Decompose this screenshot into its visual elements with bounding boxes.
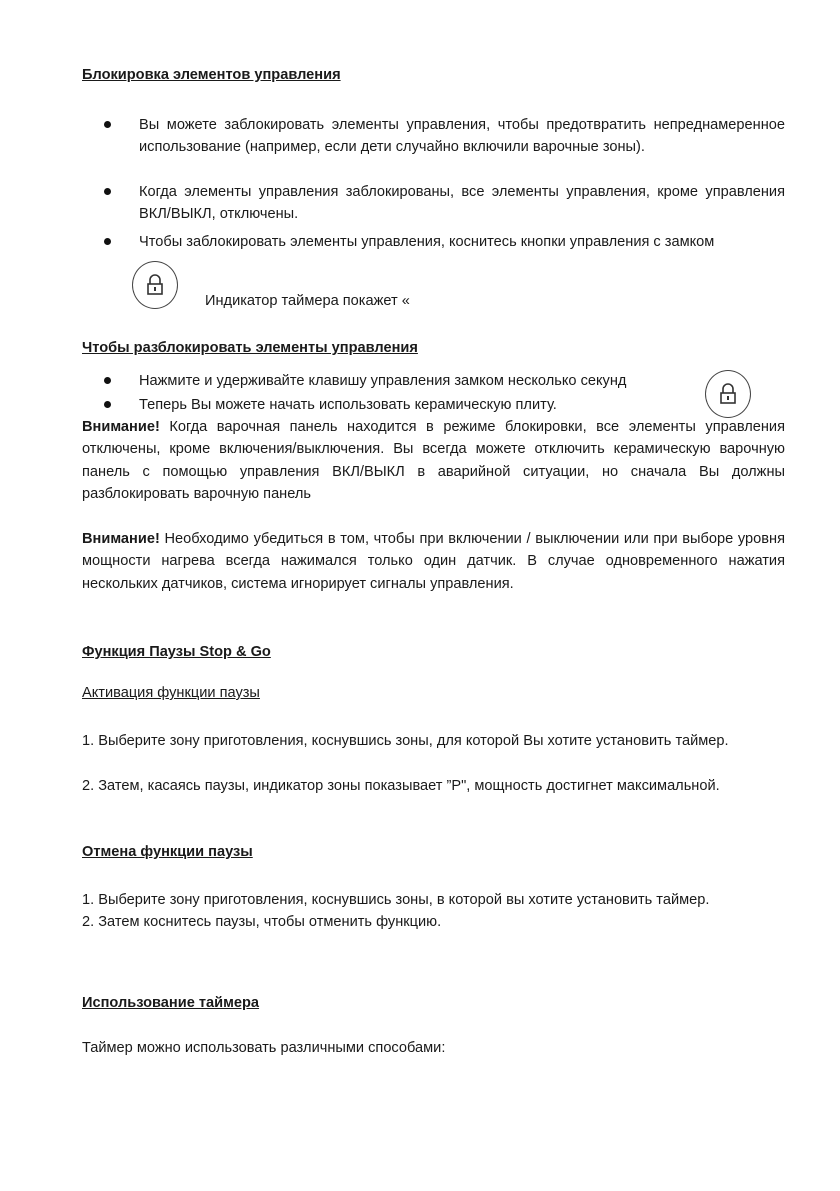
bullet-icon — [104, 121, 111, 128]
warning-text: Когда варочная панель находится в режиме блокировки, все элементы управления отключены, кроме включения/выключения. Вы всегда можете отключить керамическую варочную панель с помощью управления ВКЛ/ВЫКЛ в аварийной ситуации, но сначала Вы должны разблокировать варочную панель — [82, 419, 785, 502]
cancel-step-1: 1. Выберите зону приготовления, коснувшись зоны, в которой вы хотите установить таймер. — [82, 892, 710, 908]
timer-intro: Таймер можно использовать различными способами: — [82, 1040, 446, 1056]
heading-pause-cancel: Отмена функции паузы — [82, 844, 253, 860]
bullet-icon — [104, 377, 111, 384]
bullet-icon — [104, 238, 111, 245]
heading-timer-usage: Использование таймера — [82, 995, 260, 1011]
unlock-bullet-2: Теперь Вы можете начать использовать керамическую плиту. — [139, 397, 557, 413]
lock-icon — [132, 261, 178, 309]
warning-label: Внимание! — [82, 531, 160, 547]
bullet-icon — [104, 401, 111, 408]
warning-label: Внимание! — [82, 419, 160, 435]
heading-unlock-controls: Чтобы разблокировать элементы управления — [82, 340, 418, 356]
heading-pause-function: Функция Паузы Stop & Go — [82, 644, 271, 660]
unlock-bullet-1: Нажмите и удерживайте клавишу управления замком несколько секунд — [139, 373, 627, 389]
lock-bullet-1: Вы можете заблокировать элементы управления, чтобы предотвратить непреднамеренное использование (например, если дети случайно включили варочные зоны). — [139, 117, 785, 156]
lock-bullet-2: Когда элементы управления заблокированы, все элементы управления, кроме управления ВКЛ/ВЫКЛ, отключены. — [139, 184, 785, 223]
lock-bullet-3: Чтобы заблокировать элементы управления, коснитесь кнопки управления с замком — [139, 234, 715, 250]
warning-1 — [82, 416, 785, 505]
heading-lock-controls: Блокировка элементов управления — [82, 67, 341, 83]
warning-2 — [82, 528, 785, 595]
cancel-step-2: 2. Затем коснитесь паузы, чтобы отменить функцию. — [82, 914, 442, 930]
bullet-icon — [104, 188, 111, 195]
warning-text: Необходимо убедиться в том, чтобы при включении / выключении или при выборе уровня мощности нагрева всегда нажимался только один датчик. В случае одновременного нажатия нескольких датчиков, система игнорирует сигналы управления. — [82, 531, 785, 592]
heading-pause-activation: Активация функции паузы — [82, 685, 260, 701]
activation-step-1: 1. Выберите зону приготовления, коснувшись зоны, для которой Вы хотите установить таймер. — [82, 733, 729, 749]
timer-indicator-text: Индикатор таймера покажет « — [205, 293, 410, 309]
activation-step-2: 2. Затем, касаясь паузы, индикатор зоны показывает ”P", мощность достигнет максимальной. — [82, 778, 720, 794]
